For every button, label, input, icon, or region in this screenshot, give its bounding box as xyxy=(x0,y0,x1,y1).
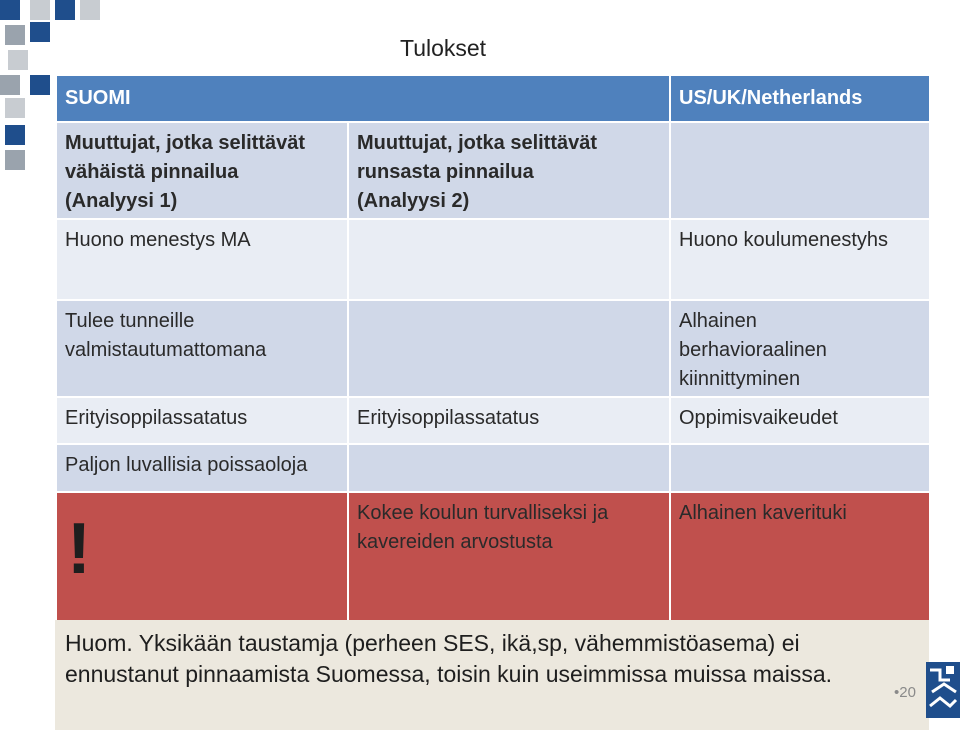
text-line: Huono menestys MA xyxy=(65,229,251,251)
table-header-row xyxy=(56,75,930,122)
text-line: valmistautumattomana xyxy=(65,339,267,361)
slide-title: Tulokset xyxy=(400,35,487,61)
university-logo-icon xyxy=(926,662,960,718)
deco-square xyxy=(8,50,28,70)
text-line: runsasta pinnailua xyxy=(357,161,534,183)
text-line: kavereiden arvostusta xyxy=(357,531,553,553)
table-cell xyxy=(348,492,670,621)
table-cell xyxy=(348,219,670,300)
table-row xyxy=(56,300,930,397)
note-text xyxy=(65,628,915,690)
text-line: (Analyysi 2) xyxy=(357,190,470,212)
us-uk-nl-heading xyxy=(670,122,930,219)
deco-square xyxy=(5,98,25,118)
text-line: berhavioraalinen xyxy=(679,339,827,361)
deco-square xyxy=(5,25,25,45)
table-cell xyxy=(348,300,670,397)
text-line: vähäistä pinnailua xyxy=(65,161,239,183)
text-line: Oppimisvaikeudet xyxy=(679,407,838,429)
table-cell xyxy=(56,492,348,621)
text-line: kiinnittyminen xyxy=(679,368,801,390)
table-cell xyxy=(56,397,348,444)
deco-square xyxy=(5,125,25,145)
table-cell xyxy=(670,492,930,621)
note-line: ennustanut pinnaamista Suomessa, toisin kuin useimmissa muissa maissa. xyxy=(65,661,833,687)
note-line: Huom. Yksikään taustamja (perheen SES, ikä,sp, vähemmistöasema) ei xyxy=(65,630,800,656)
highlighted-table-row xyxy=(56,492,930,621)
table-cell xyxy=(56,444,348,492)
header-suomi: SUOMI xyxy=(56,75,670,122)
deco-square xyxy=(5,150,25,170)
table-subheader-row xyxy=(56,122,930,219)
table-cell xyxy=(348,444,670,492)
text-line: Kokee koulun turvalliseksi ja xyxy=(357,502,609,524)
deco-square xyxy=(80,0,100,20)
text-line: (Analyysi 1) xyxy=(65,190,178,212)
table-cell xyxy=(56,300,348,397)
deco-square xyxy=(0,75,20,95)
text-line: Paljon luvallisia poissaoloja xyxy=(65,454,308,476)
table-cell xyxy=(670,444,930,492)
table-row xyxy=(56,397,930,444)
text-line: Huono koulumenestyhs xyxy=(679,229,889,251)
text-line: Muuttujat, jotka selittävät xyxy=(65,132,306,154)
header-us-uk-netherlands: US/UK/Netherlands xyxy=(670,75,930,122)
exclamation-mark: ! xyxy=(67,509,91,589)
page-number: •20 xyxy=(894,684,916,701)
deco-square xyxy=(30,22,50,42)
table-cell xyxy=(670,300,930,397)
note-box xyxy=(55,620,929,730)
deco-square xyxy=(55,0,75,20)
text-line: Tulee tunneille xyxy=(65,310,195,332)
table-cell xyxy=(348,397,670,444)
analysis-2-heading xyxy=(348,122,670,219)
deco-square xyxy=(30,0,50,20)
deco-square xyxy=(0,0,20,20)
table-cell xyxy=(56,219,348,300)
text-line: Alhainen kaverituki xyxy=(679,502,847,524)
text-line: Alhainen xyxy=(679,310,757,332)
text-line: Erityisoppilassatatus xyxy=(357,407,540,429)
text-line: Muuttujat, jotka selittävät xyxy=(357,132,598,154)
table-row xyxy=(56,444,930,492)
table-cell xyxy=(670,397,930,444)
table-cell xyxy=(670,219,930,300)
deco-square xyxy=(30,75,50,95)
results-table xyxy=(55,74,931,622)
table-row xyxy=(56,219,930,300)
analysis-1-heading xyxy=(56,122,348,219)
text-line: Erityisoppilassatatus xyxy=(65,407,248,429)
